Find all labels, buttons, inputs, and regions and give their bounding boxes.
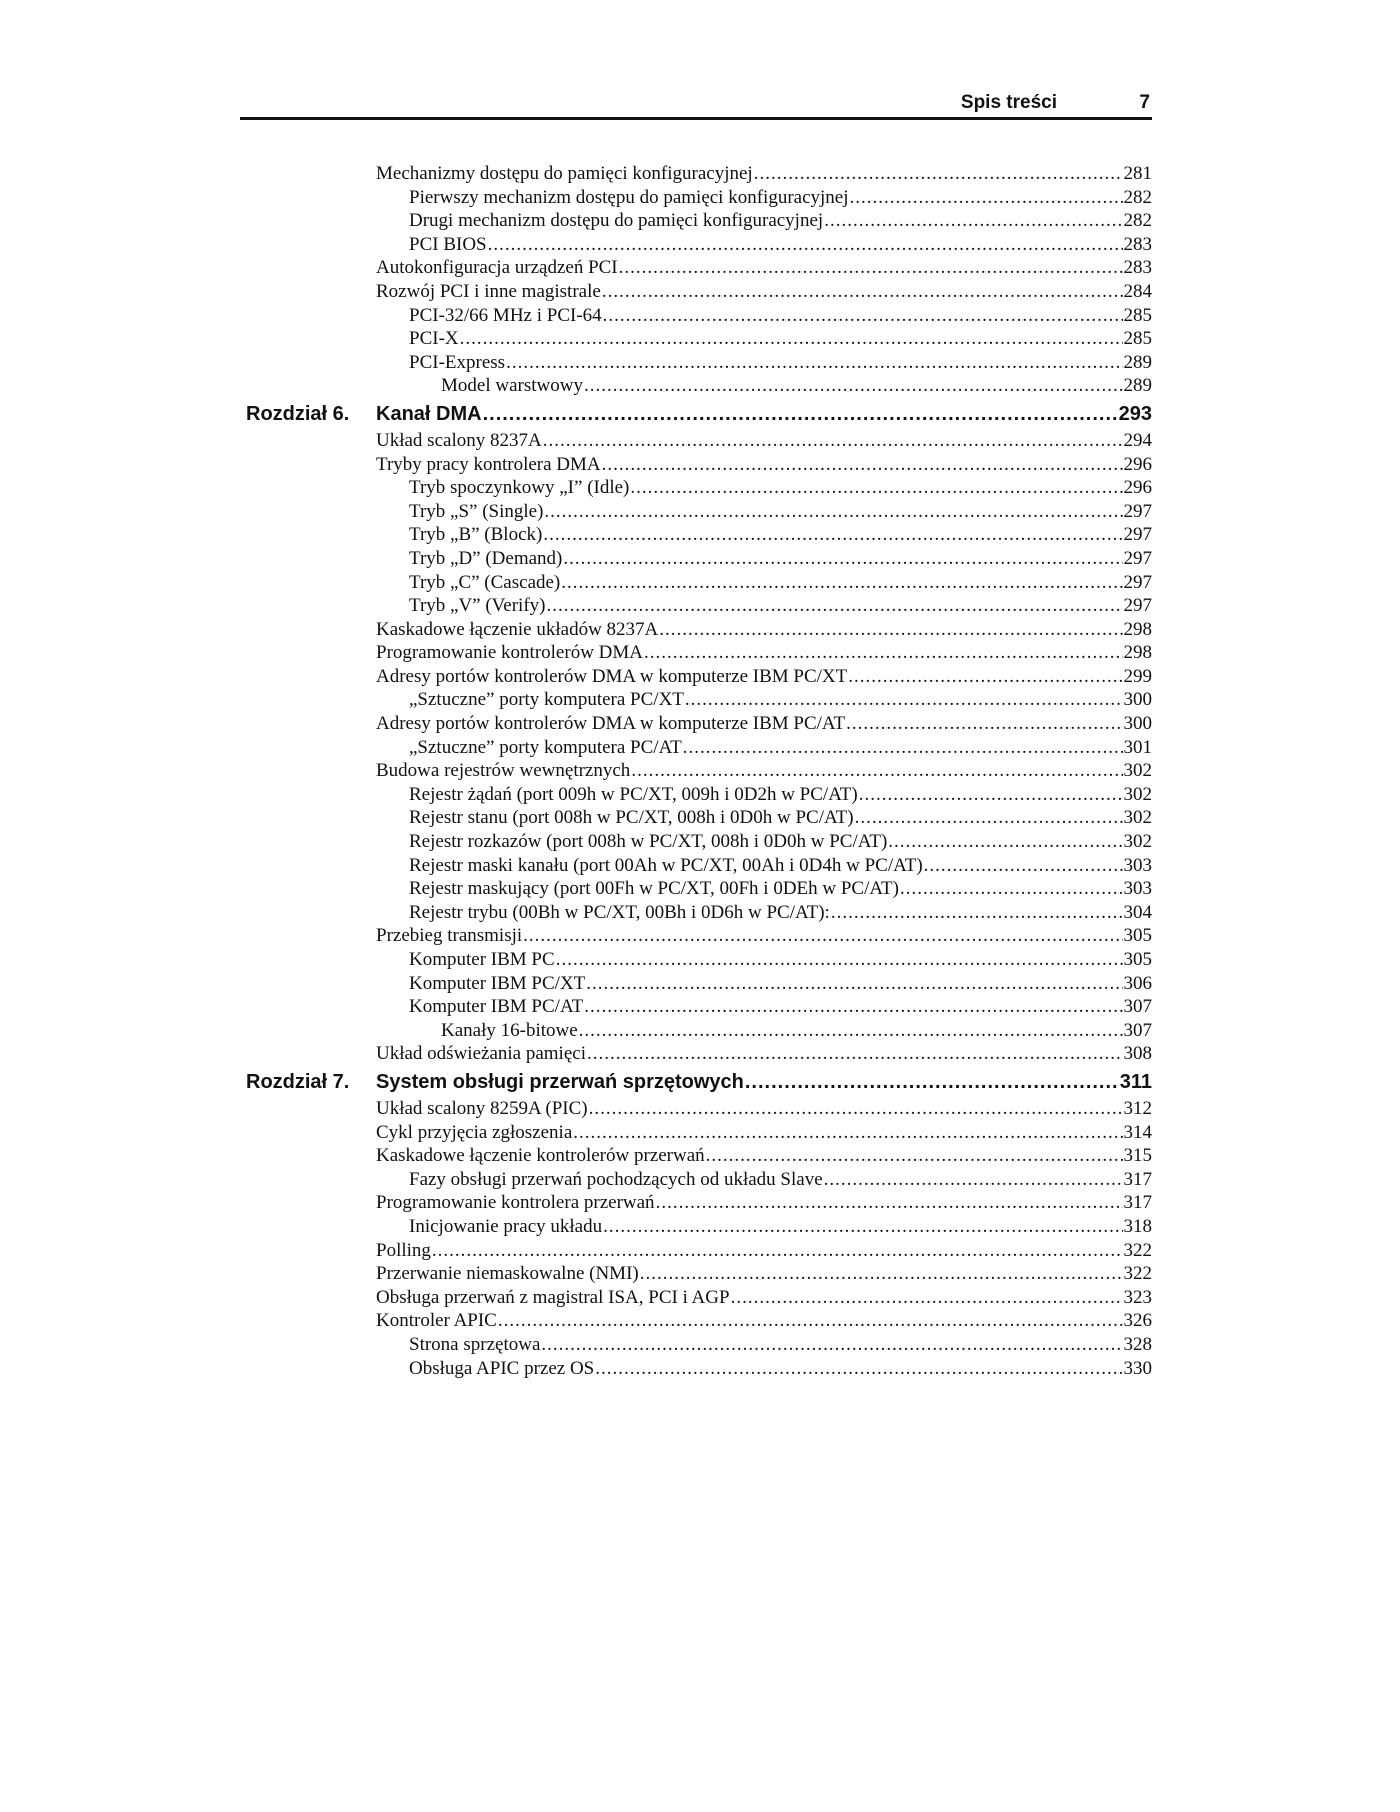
toc-entry xyxy=(376,712,1152,736)
toc-entry xyxy=(376,280,1152,304)
entry-title: Rejestr stanu (port 008h w PC/XT, 008h i 0D0h w PC/AT) xyxy=(409,807,854,829)
dot-leader xyxy=(631,759,1122,783)
toc-entry xyxy=(376,1239,1152,1263)
entry-title: Adresy portów kontrolerów DMA w komputerze IBM PC/XT xyxy=(376,665,848,687)
toc-entry-row xyxy=(240,374,1152,398)
dot-leader xyxy=(556,948,1123,972)
toc-entry-row xyxy=(240,830,1152,854)
entry-title: Rejestr trybu (00Bh w PC/XT, 00Bh i 0D6h w PC/AT): xyxy=(409,901,830,923)
page-number: 282 xyxy=(1123,210,1152,232)
toc-entry-row xyxy=(240,1019,1152,1043)
entry-title: Tryb „C” (Cascade) xyxy=(409,571,561,593)
entry-title: Komputer IBM PC/AT xyxy=(409,996,584,1018)
toc-entry-row xyxy=(240,1168,1152,1192)
dot-leader xyxy=(924,854,1123,878)
page-number: 297 xyxy=(1123,571,1152,593)
entry-title: Model warstwowy xyxy=(441,375,583,397)
dot-leader xyxy=(683,736,1123,760)
toc-entry-row xyxy=(240,233,1152,257)
toc-entry-row xyxy=(240,186,1152,210)
toc-entry-row xyxy=(240,571,1152,595)
toc-entry xyxy=(409,688,1152,712)
page-number: 307 xyxy=(1123,996,1152,1018)
page-number: 302 xyxy=(1123,831,1152,853)
chapter-title-line xyxy=(376,400,1152,429)
dot-leader xyxy=(602,280,1123,304)
page-number: 298 xyxy=(1123,642,1152,664)
entry-title: Kontroler APIC xyxy=(376,1310,497,1332)
toc-entry-row xyxy=(240,327,1152,351)
toc-entry xyxy=(409,327,1152,351)
dot-leader xyxy=(619,256,1123,280)
toc-entry-row xyxy=(240,1144,1152,1168)
page-number: 322 xyxy=(1123,1263,1152,1285)
dot-leader xyxy=(586,972,1122,996)
page-number: 296 xyxy=(1123,453,1152,475)
entry-title: „Sztuczne” porty komputera PC/XT xyxy=(409,689,684,711)
toc-entry xyxy=(409,476,1152,500)
toc-entry xyxy=(409,783,1152,807)
toc-entry xyxy=(376,1309,1152,1333)
toc-entry xyxy=(409,806,1152,830)
entry-title: Tryb „V” (Verify) xyxy=(409,595,546,617)
entry-title: Kanały 16-bitowe xyxy=(441,1019,578,1041)
entry-title: Tryb „D” (Demand) xyxy=(409,547,563,569)
toc-entry-row xyxy=(240,783,1152,807)
toc-entry xyxy=(409,995,1152,1019)
entry-title: Pierwszy mechanizm dostępu do pamięci konfiguracyjnej xyxy=(409,186,849,208)
page-number: 330 xyxy=(1123,1357,1152,1379)
toc-entry-row xyxy=(240,500,1152,524)
toc-chapter-row xyxy=(240,400,1152,429)
dot-leader xyxy=(543,523,1122,547)
toc-entry xyxy=(409,948,1152,972)
toc-entry xyxy=(376,453,1152,477)
dot-leader xyxy=(543,429,1123,453)
entry-title: Komputer IBM PC xyxy=(409,949,555,970)
page-number: 293 xyxy=(1118,402,1152,425)
toc-entry xyxy=(409,186,1152,210)
table-of-contents xyxy=(240,162,1152,1380)
page-number: 300 xyxy=(1123,713,1152,735)
toc-entry-row xyxy=(240,1042,1152,1066)
page-number: 294 xyxy=(1123,429,1152,451)
dot-leader xyxy=(745,1068,1119,1097)
dot-leader xyxy=(848,665,1122,689)
page-number: 306 xyxy=(1123,972,1152,994)
entry-title: PCI-32/66 MHz i PCI-64 xyxy=(409,304,602,326)
page-number: 312 xyxy=(1123,1097,1152,1119)
toc-entry-row xyxy=(240,688,1152,712)
page-number: 297 xyxy=(1123,524,1152,546)
entry-title: Drugi mechanizm dostępu do pamięci konfiguracyjnej xyxy=(409,210,824,232)
dot-leader xyxy=(584,374,1123,398)
chapter-title-line xyxy=(376,1068,1152,1097)
toc-entry-row xyxy=(240,1215,1152,1239)
entry-title: PCI-Express xyxy=(409,351,506,373)
chapter-label: Rozdział 7. xyxy=(246,1070,350,1093)
dot-leader xyxy=(685,688,1123,712)
dot-leader xyxy=(603,304,1123,328)
page-number: 314 xyxy=(1123,1121,1152,1143)
toc-entry-row xyxy=(240,1286,1152,1310)
entry-title: Rejestr maski kanału (port 00Ah w PC/XT, 00Ah i 0D4h w PC/AT) xyxy=(409,854,923,876)
chapter-title: System obsługi przerwań sprzętowych xyxy=(376,1070,744,1093)
toc-entry-row xyxy=(240,280,1152,304)
toc-entry-row xyxy=(240,901,1152,925)
page-number: 308 xyxy=(1123,1043,1152,1065)
page-number: 328 xyxy=(1123,1333,1152,1355)
chapter-title: Kanał DMA xyxy=(376,402,482,425)
entry-title: „Sztuczne” porty komputera PC/AT xyxy=(409,736,682,758)
toc-entry-row xyxy=(240,854,1152,878)
page-number: 289 xyxy=(1123,375,1152,397)
entry-title: Cykl przyjęcia zgłoszenia xyxy=(376,1121,573,1143)
entry-title: Polling xyxy=(376,1239,431,1261)
page-number: 297 xyxy=(1123,500,1152,522)
page-number: 297 xyxy=(1123,595,1152,617)
dot-leader xyxy=(432,1239,1123,1263)
dot-leader xyxy=(541,1333,1122,1357)
dot-leader xyxy=(731,1286,1123,1310)
entry-title: Kaskadowe łączenie układów 8237A xyxy=(376,618,659,640)
page-number: 317 xyxy=(1123,1168,1152,1190)
page-number: 323 xyxy=(1123,1286,1152,1308)
page-number: 296 xyxy=(1123,477,1152,499)
page-number: 307 xyxy=(1123,1019,1152,1041)
toc-entry-row xyxy=(240,877,1152,901)
page-number: 317 xyxy=(1123,1192,1152,1214)
dot-leader xyxy=(659,618,1122,642)
header-title: Spis treści xyxy=(960,92,1057,113)
entry-title: Rejestr rozkazów (port 008h w PC/XT, 008h i 0D0h w PC/AT) xyxy=(409,831,888,853)
entry-title: Strona sprzętowa xyxy=(409,1333,541,1355)
page-number: 305 xyxy=(1123,925,1152,947)
toc-entry-row xyxy=(240,304,1152,328)
toc-entry xyxy=(409,523,1152,547)
page-number: 302 xyxy=(1123,760,1152,782)
entry-title: Autokonfiguracja urządzeń PCI xyxy=(376,257,618,279)
toc-entry xyxy=(409,209,1152,233)
toc-entry-row xyxy=(240,351,1152,375)
entry-title: Inicjowanie pracy układu xyxy=(409,1215,603,1237)
toc-entry-row xyxy=(240,806,1152,830)
entry-title: Tryb „B” (Block) xyxy=(409,524,543,546)
dot-leader xyxy=(483,400,1118,429)
toc-entry-row xyxy=(240,1121,1152,1145)
entry-title: Programowanie kontrolera przerwań xyxy=(376,1192,655,1214)
dot-leader xyxy=(846,712,1122,736)
dot-leader xyxy=(644,641,1122,665)
dot-leader xyxy=(587,1042,1123,1066)
page-number: 303 xyxy=(1123,854,1152,876)
dot-leader xyxy=(754,162,1123,186)
dot-leader xyxy=(824,209,1122,233)
toc-entry xyxy=(409,972,1152,996)
entry-title: Tryby pracy kontrolera DMA xyxy=(376,453,601,475)
toc-entry-row xyxy=(240,712,1152,736)
page-number: 299 xyxy=(1123,665,1152,687)
header-page-number: 7 xyxy=(1139,92,1150,113)
dot-leader xyxy=(523,924,1122,948)
dot-leader xyxy=(630,476,1122,500)
dot-leader xyxy=(859,783,1123,807)
toc-entry xyxy=(409,1168,1152,1192)
page-number: 303 xyxy=(1123,878,1152,900)
dot-leader xyxy=(584,995,1122,1019)
entry-title: Rozwój PCI i inne magistrale xyxy=(376,280,601,302)
entry-title: Rejestr żądań (port 009h w PC/XT, 009h i 0D2h w PC/AT) xyxy=(409,783,858,805)
entry-title: Obsługa przerwań z magistral ISA, PCI i AGP xyxy=(376,1286,730,1308)
entry-title: Przerwanie niemaskowalne (NMI) xyxy=(376,1263,639,1285)
dot-leader xyxy=(831,901,1123,925)
entry-title: Układ scalony 8237A xyxy=(376,429,542,451)
toc-entry-row xyxy=(240,618,1152,642)
entry-title: Tryb „S” (Single) xyxy=(409,500,544,522)
page-number: 298 xyxy=(1123,618,1152,640)
page-number: 284 xyxy=(1123,280,1152,302)
dot-leader xyxy=(595,1357,1122,1381)
toc-entry xyxy=(409,351,1152,375)
page-number: 300 xyxy=(1123,689,1152,711)
dot-leader xyxy=(460,327,1123,351)
toc-entry-row xyxy=(240,256,1152,280)
entry-title: Tryb spoczynkowy „I” (Idle) xyxy=(409,477,630,499)
toc-entry xyxy=(441,1019,1152,1043)
toc-entry xyxy=(409,1215,1152,1239)
dot-leader xyxy=(544,500,1122,524)
page-number: 301 xyxy=(1123,736,1152,758)
entry-title: PCI-X xyxy=(409,328,459,350)
page-number: 311 xyxy=(1119,1070,1152,1093)
header-rule xyxy=(240,117,1152,120)
page-number: 302 xyxy=(1123,783,1152,805)
page-number: 315 xyxy=(1123,1145,1152,1167)
toc-entry xyxy=(409,1357,1152,1381)
dot-leader xyxy=(824,1168,1123,1192)
toc-entry-row xyxy=(240,995,1152,1019)
page-number: 322 xyxy=(1123,1239,1152,1261)
dot-leader xyxy=(506,351,1122,375)
dot-leader xyxy=(488,233,1123,257)
dot-leader xyxy=(706,1144,1123,1168)
page-number: 297 xyxy=(1123,547,1152,569)
dot-leader xyxy=(563,547,1122,571)
toc-entry xyxy=(376,162,1152,186)
dot-leader xyxy=(579,1019,1123,1043)
toc-entry-row xyxy=(240,924,1152,948)
page-number: 304 xyxy=(1123,901,1152,923)
dot-leader xyxy=(573,1121,1122,1145)
page-number: 289 xyxy=(1123,351,1152,373)
toc-entry-row xyxy=(240,736,1152,760)
toc-entry xyxy=(409,1333,1152,1357)
dot-leader xyxy=(656,1191,1123,1215)
entry-title: Rejestr maskujący (port 00Fh w PC/XT, 00Fh i 0DEh w PC/AT) xyxy=(409,878,899,900)
dot-leader xyxy=(640,1262,1123,1286)
toc-entry-row xyxy=(240,972,1152,996)
toc-entry xyxy=(409,830,1152,854)
toc-entry xyxy=(409,736,1152,760)
toc-entry xyxy=(376,924,1152,948)
entry-title: Adresy portów kontrolerów DMA w komputerze IBM PC/AT xyxy=(376,713,846,735)
toc-entry-row xyxy=(240,547,1152,571)
page-number: 285 xyxy=(1123,304,1152,326)
toc-entry xyxy=(376,1042,1152,1066)
entry-title: Układ odświeżania pamięci xyxy=(376,1043,586,1065)
toc-entry-row xyxy=(240,1357,1152,1381)
toc-entry-row xyxy=(240,1262,1152,1286)
dot-leader xyxy=(561,571,1122,595)
entry-title: Fazy obsługi przerwań pochodzących od układu Slave xyxy=(409,1168,823,1190)
toc-entry xyxy=(376,1144,1152,1168)
page-number: 285 xyxy=(1123,328,1152,350)
entry-title: Budowa rejestrów wewnętrznych xyxy=(376,760,631,782)
dot-leader xyxy=(603,1215,1122,1239)
toc-entry xyxy=(409,854,1152,878)
toc-entry xyxy=(409,500,1152,524)
toc-entry-row xyxy=(240,1191,1152,1215)
toc-entry xyxy=(376,1121,1152,1145)
toc-entry xyxy=(409,547,1152,571)
dot-leader xyxy=(900,877,1123,901)
dot-leader xyxy=(589,1097,1123,1121)
toc-entry xyxy=(376,256,1152,280)
dot-leader xyxy=(850,186,1123,210)
entry-title: Komputer IBM PC/XT xyxy=(409,972,586,994)
toc-entry-row xyxy=(240,948,1152,972)
page-number: 326 xyxy=(1123,1310,1152,1332)
toc-entry xyxy=(376,1191,1152,1215)
toc-entry xyxy=(376,665,1152,689)
dot-leader xyxy=(602,453,1123,477)
chapter-label: Rozdział 6. xyxy=(246,402,350,425)
entry-title: Kaskadowe łączenie kontrolerów przerwań xyxy=(376,1145,705,1167)
toc-entry-row xyxy=(240,453,1152,477)
entry-title: PCI BIOS xyxy=(409,233,487,255)
entry-title: Obsługa APIC przez OS xyxy=(409,1357,595,1379)
toc-entry-row xyxy=(240,594,1152,618)
toc-entry xyxy=(376,1286,1152,1310)
toc-entry-row xyxy=(240,1097,1152,1121)
toc-entry xyxy=(376,618,1152,642)
toc-entry xyxy=(409,304,1152,328)
page-number: 283 xyxy=(1123,257,1152,279)
toc-entry xyxy=(376,641,1152,665)
running-header xyxy=(240,92,1152,114)
toc-entry-row xyxy=(240,665,1152,689)
page-number: 281 xyxy=(1123,163,1152,184)
toc-entry-row xyxy=(240,209,1152,233)
toc-entry xyxy=(376,1097,1152,1121)
page-number: 302 xyxy=(1123,807,1152,829)
toc-entry xyxy=(409,877,1152,901)
toc-entry xyxy=(409,571,1152,595)
page-number: 318 xyxy=(1123,1215,1152,1237)
dot-leader xyxy=(498,1309,1123,1333)
entry-title: Programowanie kontrolerów DMA xyxy=(376,642,644,664)
toc-entry xyxy=(376,759,1152,783)
toc-entry-row xyxy=(240,1309,1152,1333)
dot-leader xyxy=(855,806,1123,830)
toc-entry xyxy=(441,374,1152,398)
toc-entry xyxy=(409,594,1152,618)
dot-leader xyxy=(547,594,1123,618)
page-number: 282 xyxy=(1123,186,1152,208)
toc-entry-row xyxy=(240,1239,1152,1263)
toc-entry xyxy=(409,901,1152,925)
toc-entry-row xyxy=(240,429,1152,453)
entry-title: Układ scalony 8259A (PIC) xyxy=(376,1097,588,1119)
entry-title: Mechanizmy dostępu do pamięci konfiguracyjnej xyxy=(376,163,753,184)
toc-entry xyxy=(376,1262,1152,1286)
toc-entry xyxy=(376,429,1152,453)
toc-chapter-row xyxy=(240,1068,1152,1097)
toc-entry-row xyxy=(240,476,1152,500)
toc-entry-row xyxy=(240,641,1152,665)
dot-leader xyxy=(888,830,1122,854)
entry-title: Przebieg transmisji xyxy=(376,925,523,947)
toc-entry-row xyxy=(240,759,1152,783)
toc-entry xyxy=(409,233,1152,257)
toc-entry-row xyxy=(240,523,1152,547)
toc-entry-row xyxy=(240,162,1152,186)
page-number: 305 xyxy=(1123,949,1152,970)
toc-entry-row xyxy=(240,1333,1152,1357)
page-number: 283 xyxy=(1123,233,1152,255)
